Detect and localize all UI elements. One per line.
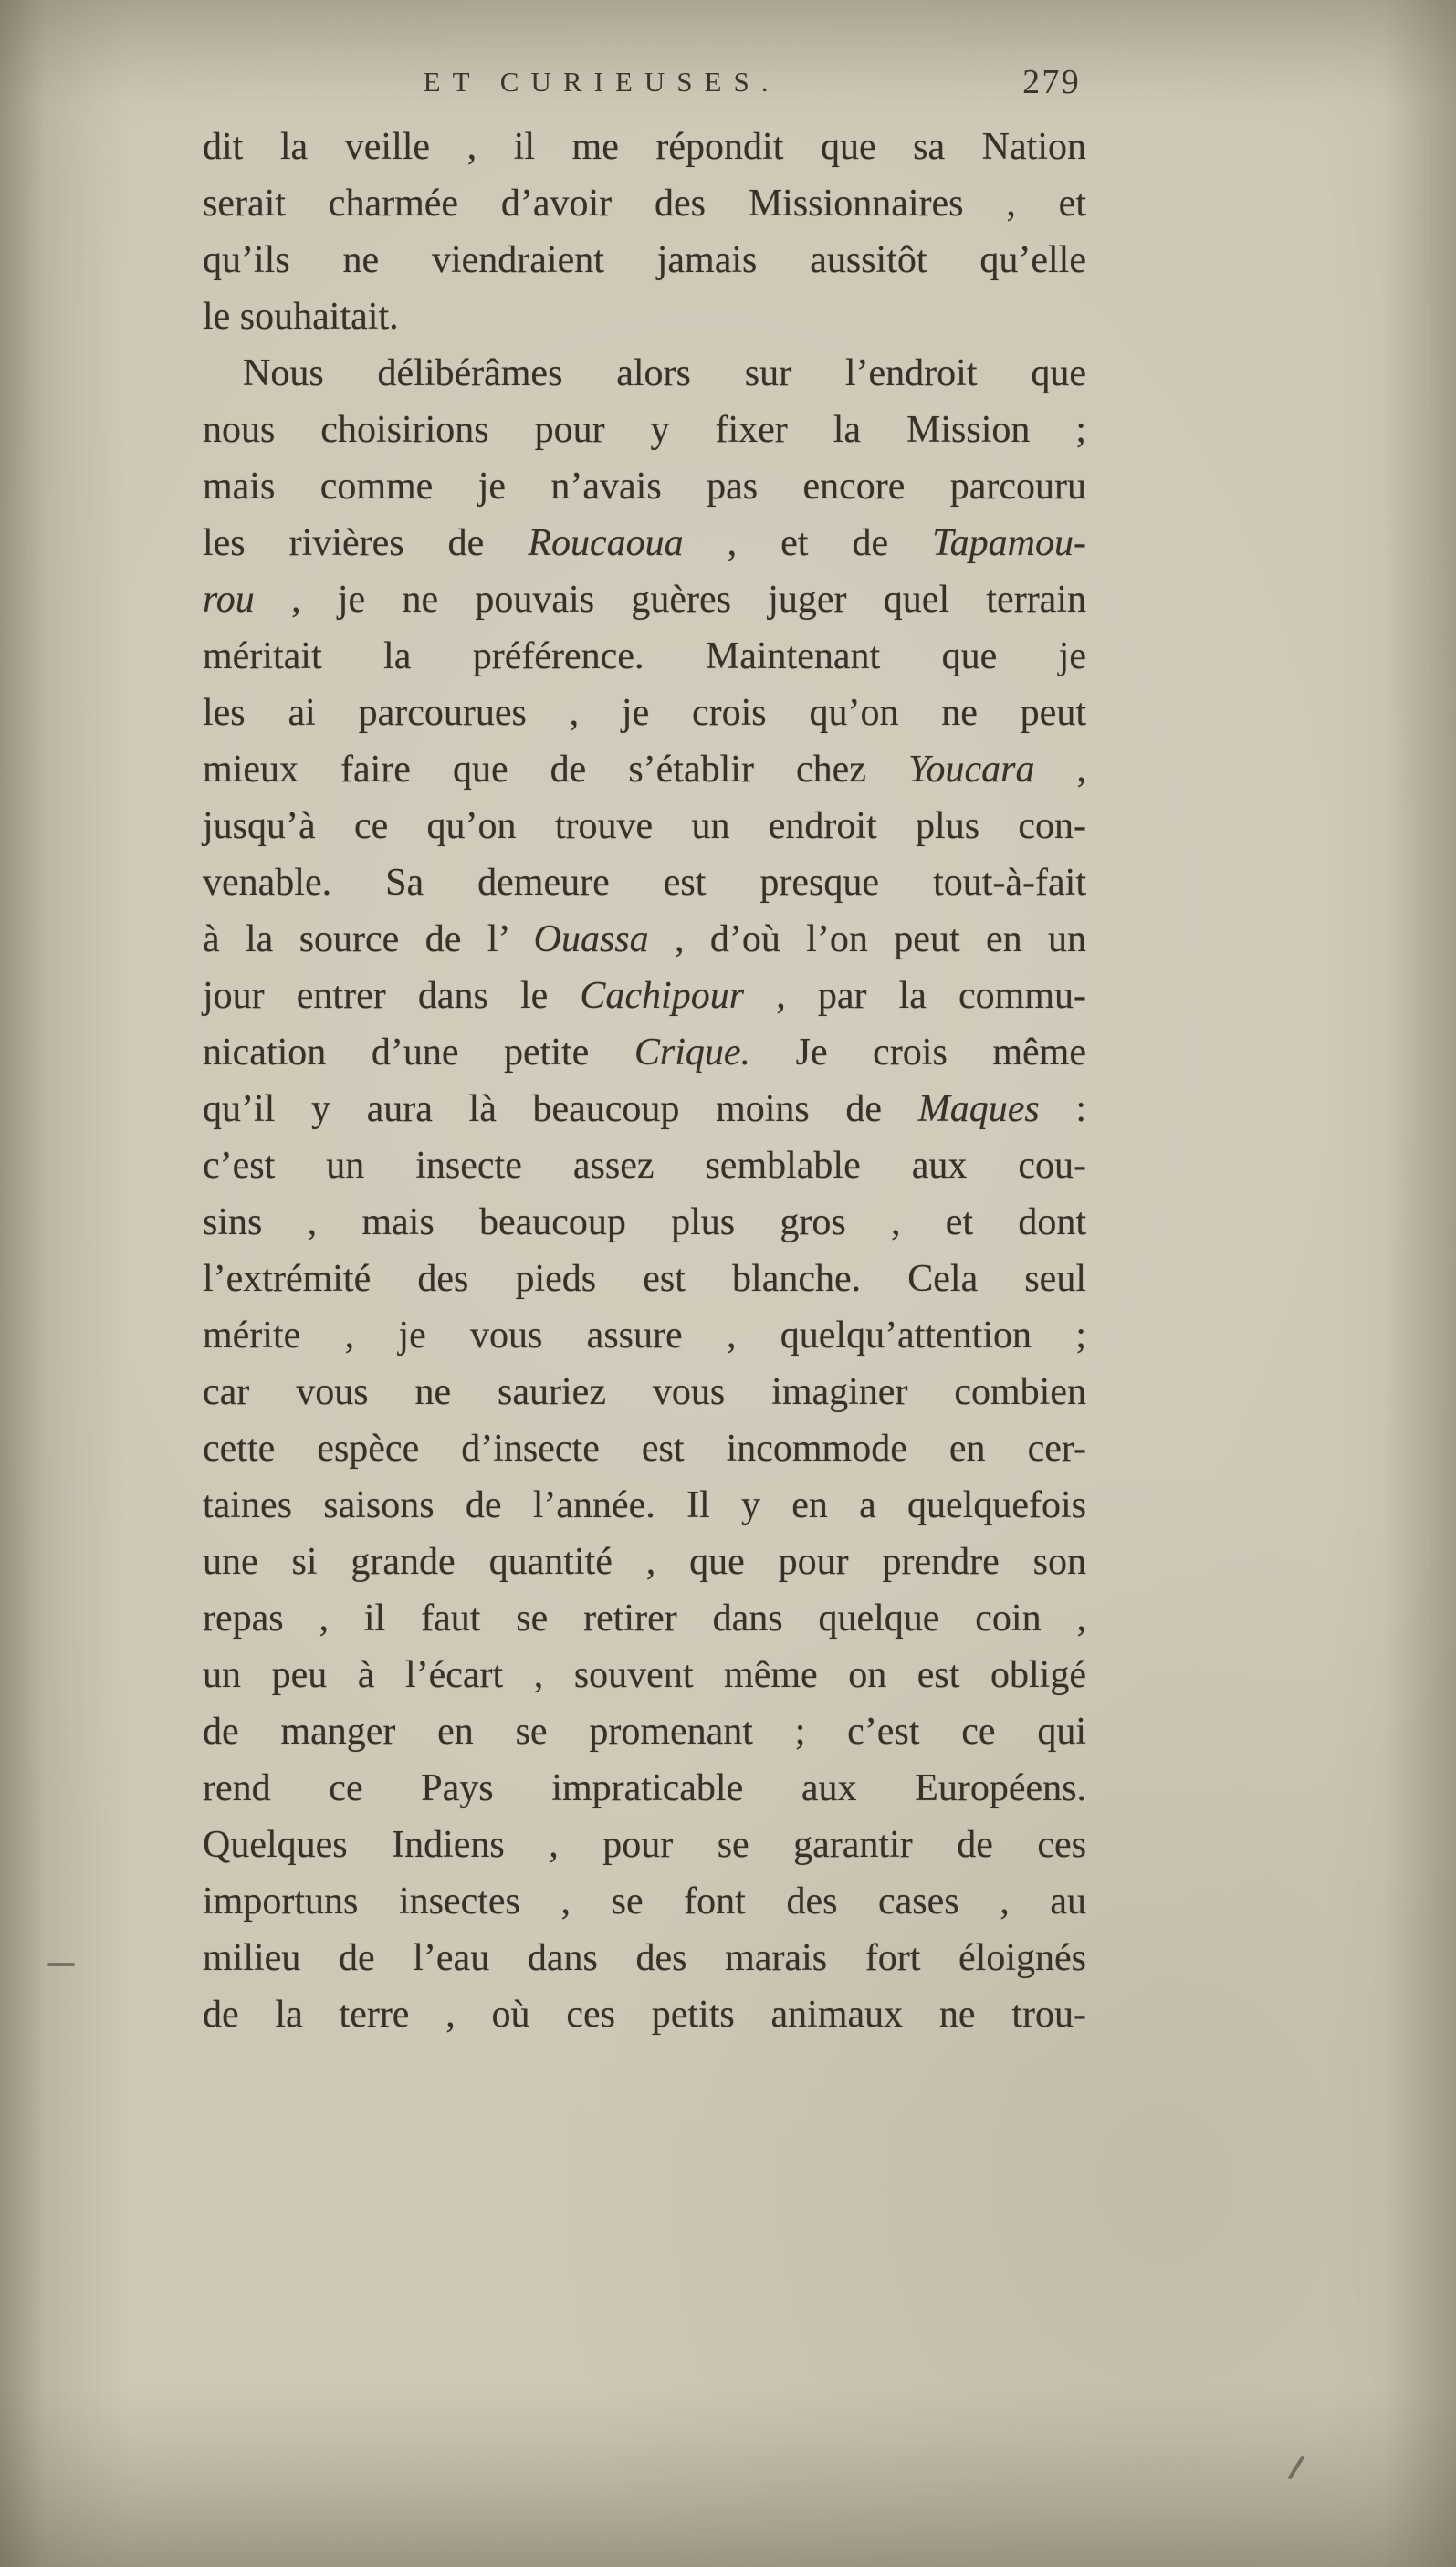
text-run: une si grande quantité , que pour prendre son <box>203 1541 1086 1583</box>
paragraph <box>203 345 1086 2043</box>
text-run: dit la veille , il me répondit que sa Nation <box>203 126 1086 168</box>
italic-text-run: Cachipour <box>580 975 745 1017</box>
text-line <box>203 571 1086 628</box>
text-run: mais comme je n’avais pas encore parcouru <box>203 466 1086 508</box>
text-run: mieux faire que de s’établir chez <box>203 749 908 791</box>
text-run: repas , il faut se retirer dans quelque coin , <box>203 1598 1086 1640</box>
text-run: , d’où l’on peut en un <box>648 918 1086 960</box>
text-line <box>203 288 1086 345</box>
text-line <box>203 1760 1086 1817</box>
text-run: l’extrémité des pieds est blanche. Cela seul <box>203 1258 1086 1300</box>
text-run: milieu de l’eau dans des marais fort éloignés <box>203 1937 1086 1979</box>
text-line <box>203 1420 1086 1477</box>
italic-text-run: Maques <box>917 1088 1040 1130</box>
text-run: : <box>1039 1088 1087 1130</box>
text-line <box>203 1703 1086 1760</box>
text-line <box>203 1817 1086 1873</box>
text-run: Quelques Indiens , pour se garantir de ces <box>203 1824 1086 1866</box>
text-run: cette espèce d’insecte est incommode en cer- <box>203 1428 1086 1470</box>
paragraph <box>203 119 1086 345</box>
italic-text-run: rou <box>203 579 255 621</box>
text-line <box>203 1364 1086 1420</box>
text-line <box>203 1194 1086 1251</box>
text-line <box>203 1534 1086 1590</box>
text-line <box>203 1024 1086 1081</box>
text-line <box>203 345 1086 402</box>
text-run: , je ne pouvais guères juger quel terrain <box>254 579 1086 621</box>
italic-text-run: Tapamou- <box>932 522 1086 564</box>
page-number: 279 <box>1022 63 1081 101</box>
italic-text-run: Youcara <box>907 749 1035 791</box>
text-line <box>203 628 1086 685</box>
text-run: c’est un insecte assez semblable aux cou- <box>203 1145 1086 1187</box>
text-run: venable. Sa demeure est presque tout-à-fait <box>203 862 1086 904</box>
text-run: à la source de l’ <box>203 918 534 960</box>
text-line <box>203 458 1086 515</box>
text-run: de la terre , où ces petits animaux ne trou- <box>203 1994 1086 2036</box>
text-run: le souhaitait. <box>203 296 399 338</box>
text-run: mérite , je vous assure , quelqu’attention ; <box>203 1315 1086 1357</box>
text-run: les ai parcourues , je crois qu’on ne peut <box>203 692 1086 734</box>
text-run: jour entrer dans le <box>203 975 581 1017</box>
text-line <box>203 968 1086 1024</box>
text-line <box>203 1081 1086 1137</box>
text-line <box>203 1986 1086 2043</box>
text-area <box>203 57 1086 2043</box>
text-line <box>203 515 1086 571</box>
text-line <box>203 1590 1086 1647</box>
text-run: Je crois même <box>750 1032 1086 1074</box>
text-line <box>203 1137 1086 1194</box>
running-title: ET CURIEUSES. <box>423 66 780 98</box>
text-line <box>203 1477 1086 1534</box>
text-line <box>203 798 1086 854</box>
text-line <box>203 1647 1086 1703</box>
text-line <box>203 1873 1086 1930</box>
text-run: importuns insectes , se font des cases , au <box>203 1881 1086 1923</box>
text-line <box>203 1307 1086 1364</box>
text-run: nication d’une petite <box>203 1032 634 1074</box>
text-run: serait charmée d’avoir des Missionnaires , et <box>203 183 1086 225</box>
text-line <box>203 232 1086 288</box>
text-run: un peu à l’écart , souvent même on est obligé <box>203 1654 1086 1696</box>
text-line <box>203 1251 1086 1307</box>
text-line <box>203 685 1086 741</box>
page-header <box>203 57 1086 117</box>
text-line <box>203 119 1086 175</box>
text-line <box>203 741 1086 798</box>
text-line <box>203 854 1086 911</box>
italic-text-run: Roucaoua <box>528 522 684 564</box>
text-run: car vous ne sauriez vous imaginer combien <box>203 1371 1086 1413</box>
text-run: rend ce Pays impraticable aux Européens. <box>203 1767 1086 1809</box>
text-run: nous choisirions pour y fixer la Mission ; <box>203 409 1086 451</box>
text-run: de manger en se promenant ; c’est ce qui <box>203 1711 1086 1753</box>
text-run: Nous délibérâmes alors sur l’endroit que <box>243 352 1086 394</box>
text-block <box>203 119 1086 2043</box>
text-run: méritait la préférence. Maintenant que je <box>203 635 1086 677</box>
text-run: jusqu’à ce qu’on trouve un endroit plus con- <box>203 805 1086 847</box>
text-line <box>203 175 1086 232</box>
text-run: taines saisons de l’année. Il y en a quelquefois <box>203 1484 1086 1526</box>
pen-mark-bottom-right <box>1287 2455 1304 2480</box>
text-run: les rivières de <box>203 522 529 564</box>
italic-text-run: Ouassa <box>533 918 649 960</box>
text-line <box>203 1930 1086 1986</box>
text-run: , <box>1034 749 1086 791</box>
text-run: qu’ils ne viendraient jamais aussitôt qu’elle <box>203 239 1086 281</box>
text-run: , et de <box>683 522 933 564</box>
text-run: sins , mais beaucoup plus gros , et dont <box>203 1201 1086 1243</box>
text-line <box>203 402 1086 458</box>
text-line <box>203 911 1086 968</box>
text-run: , par la commu- <box>744 975 1086 1017</box>
text-run: qu’il y aura là beaucoup moins de <box>203 1088 918 1130</box>
margin-mark-left <box>47 1963 75 1966</box>
italic-text-run: Crique. <box>634 1032 751 1074</box>
